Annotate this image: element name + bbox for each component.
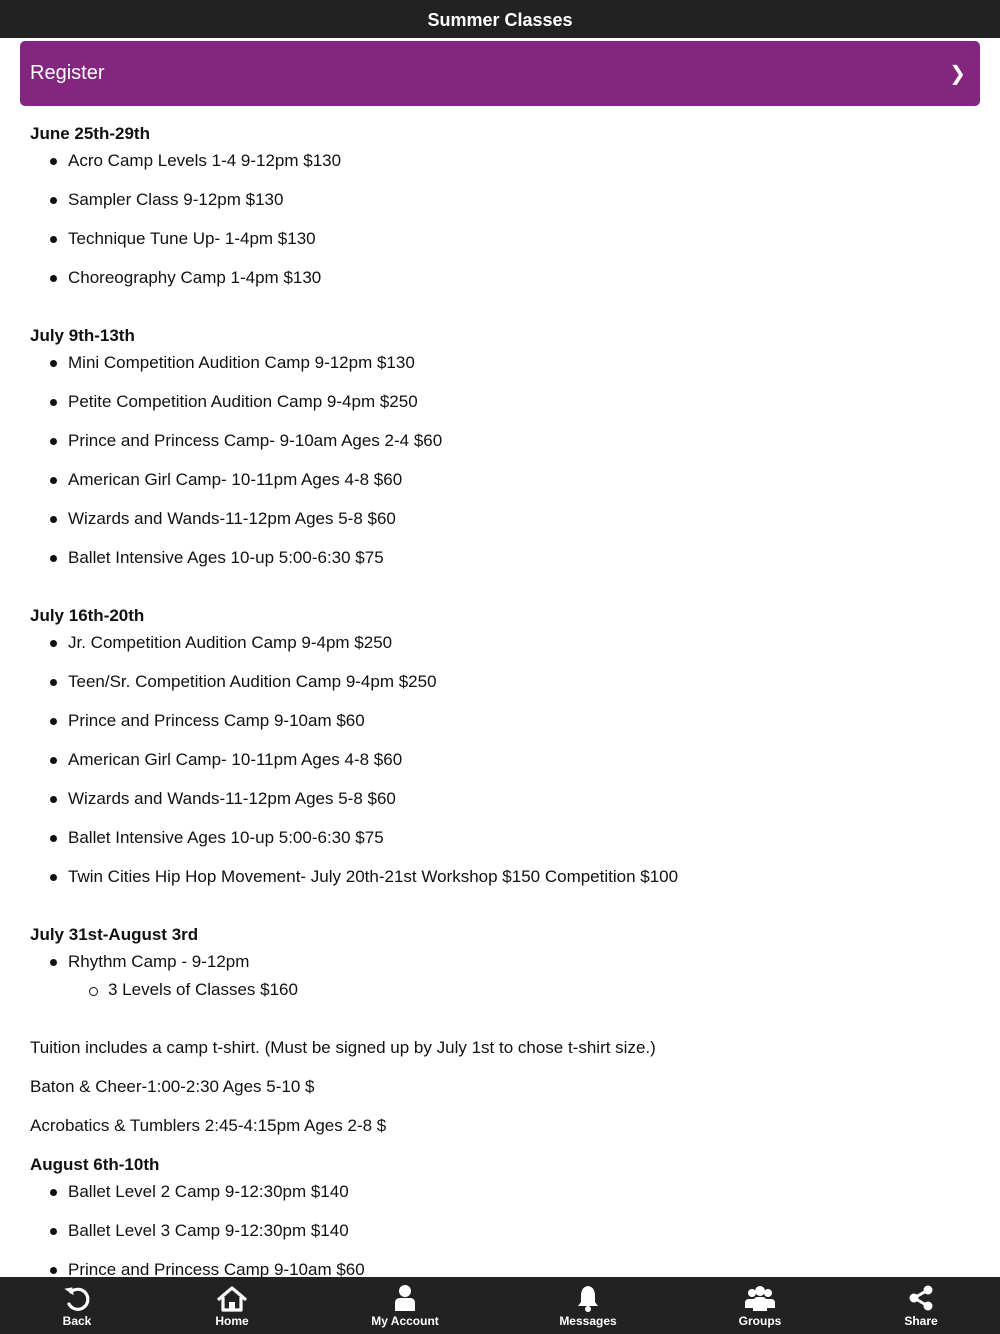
list-item: Sampler Class 9-12pm $130 [30, 189, 970, 211]
tab-label: My Account [371, 1314, 439, 1328]
account-icon [393, 1284, 417, 1312]
section-title: July 9th-13th [30, 326, 135, 345]
content-area[interactable] [0, 106, 1000, 1277]
section-title: July 31st-August 3rd [30, 925, 199, 944]
tab-label: Share [904, 1314, 938, 1328]
tab-share[interactable] [890, 1277, 952, 1334]
groups-icon [744, 1284, 776, 1312]
list-item: Ballet Intensive Ages 10-up 5:00-6:30 $75 [30, 827, 970, 849]
baton-cheer-note: Baton & Cheer-1:00-2:30 Ages 5-10 $ [30, 1077, 315, 1096]
class-list [30, 1181, 970, 1277]
tab-home[interactable] [201, 1277, 263, 1334]
list-item: Wizards and Wands-11-12pm Ages 5-8 $60 [30, 788, 970, 810]
tab-back[interactable] [46, 1277, 108, 1334]
list-item: Teen/Sr. Competition Audition Camp 9-4pm $250 [30, 671, 970, 693]
list-item: Acro Camp Levels 1-4 9-12pm $130 [30, 150, 970, 172]
home-icon [217, 1286, 247, 1312]
section-title: June 25th-29th [30, 124, 150, 143]
tuition-note: Tuition includes a camp t-shirt. (Must be signed up by July 1st to chose t-shirt size.) [30, 1038, 656, 1057]
register-button[interactable] [20, 41, 980, 106]
list-item: American Girl Camp- 10-11pm Ages 4-8 $60 [30, 469, 970, 491]
class-list [30, 150, 970, 289]
list-item: Mini Competition Audition Camp 9-12pm $130 [30, 352, 970, 374]
bottom-tab-bar [0, 1277, 1000, 1334]
chevron-right-icon: ❯ [949, 63, 966, 85]
tab-label: Home [215, 1314, 249, 1328]
tab-my-account[interactable] [360, 1277, 450, 1334]
list-item: Twin Cities Hip Hop Movement- July 20th-21st Workshop $150 Competition $100 [30, 866, 970, 888]
list-item: American Girl Camp- 10-11pm Ages 4-8 $60 [30, 749, 970, 771]
page-title: Summer Classes [427, 10, 573, 30]
list-item: Ballet Intensive Ages 10-up 5:00-6:30 $75 [30, 547, 970, 569]
tab-messages[interactable] [548, 1277, 628, 1334]
list-item: Technique Tune Up- 1-4pm $130 [30, 228, 970, 250]
section-title: August 6th-10th [30, 1155, 160, 1174]
class-list [30, 352, 970, 569]
list-item: Prince and Princess Camp 9-10am $60 [30, 1259, 970, 1277]
tab-label: Messages [559, 1314, 617, 1328]
sub-list-item: 3 Levels of Classes $160 [30, 979, 970, 1001]
acrobatics-note: Acrobatics & Tumblers 2:45-4:15pm Ages 2-8 $ [30, 1116, 387, 1135]
back-icon [63, 1286, 91, 1312]
register-label: Register [30, 62, 105, 84]
sub-list [68, 979, 970, 1001]
list-item: Ballet Level 3 Camp 9-12:30pm $140 [30, 1220, 970, 1242]
list-item: Jr. Competition Audition Camp 9-4pm $250 [30, 632, 970, 654]
class-list [30, 951, 970, 1001]
tab-label: Back [62, 1314, 92, 1328]
list-item: Prince and Princess Camp- 9-10am Ages 2-4 $60 [30, 430, 970, 452]
share-icon [907, 1284, 935, 1312]
list-item: Petite Competition Audition Camp 9-4pm $250 [30, 391, 970, 413]
list-item: Choreography Camp 1-4pm $130 [30, 267, 970, 289]
list-item: Prince and Princess Camp 9-10am $60 [30, 710, 970, 732]
tab-label: Groups [738, 1314, 782, 1328]
list-item [30, 951, 970, 1001]
list-item: Wizards and Wands-11-12pm Ages 5-8 $60 [30, 508, 970, 530]
list-item-label: Rhythm Camp - 9-12pm [68, 952, 250, 971]
tab-groups[interactable] [729, 1277, 791, 1334]
section-title: July 16th-20th [30, 606, 145, 625]
bell-icon [576, 1284, 600, 1312]
class-list [30, 632, 970, 888]
list-item: Ballet Level 2 Camp 9-12:30pm $140 [30, 1181, 970, 1203]
app-header [0, 0, 1000, 38]
